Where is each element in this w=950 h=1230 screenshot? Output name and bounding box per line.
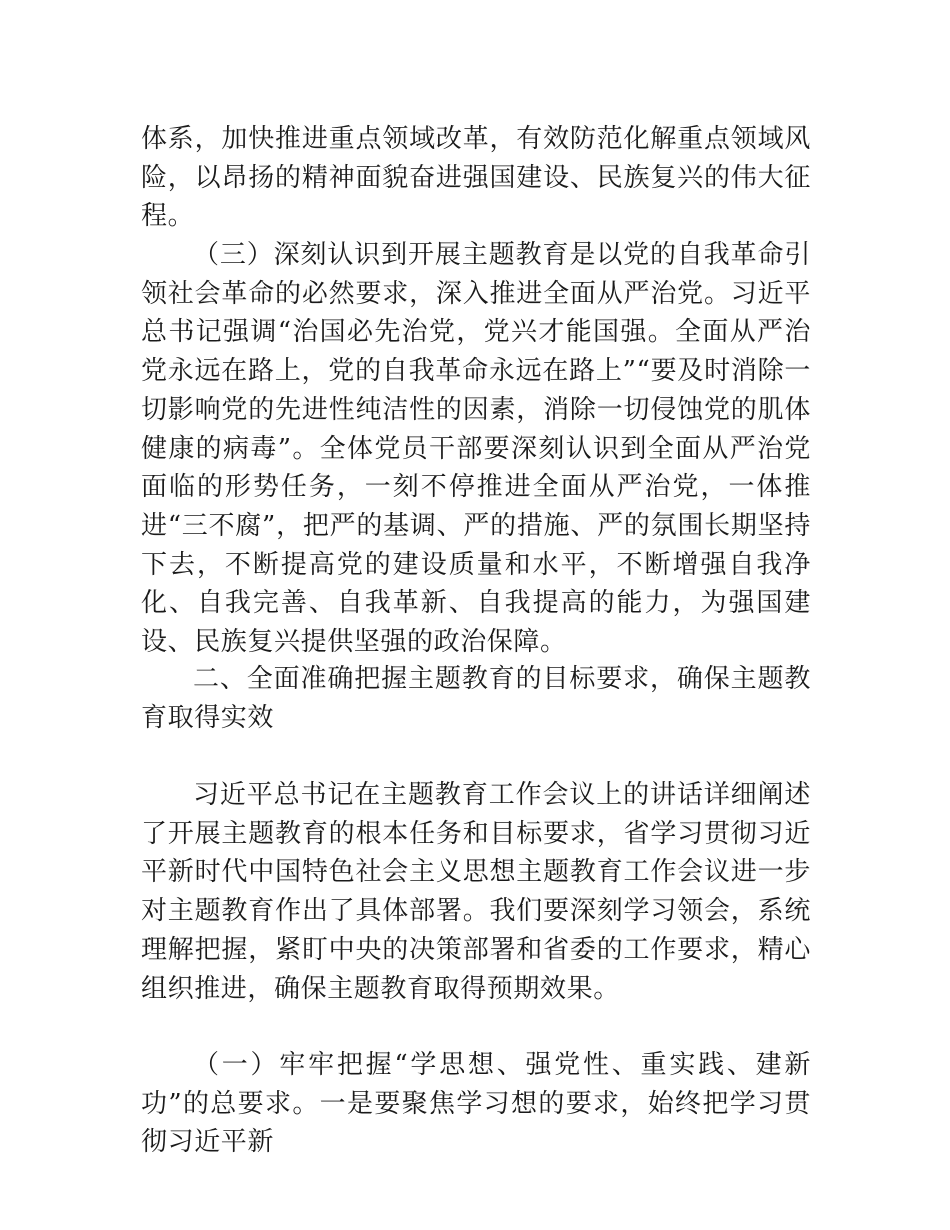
section-heading-two: 二、全面准确把握主题教育的目标要求，确保主题教育取得实效: [141, 664, 811, 733]
paragraph-continuation: 体系，加快推进重点领域改革，有效防范化解重点领域风险，以昂扬的精神面貌奋进强国建设、民族复兴的伟大征程。: [141, 124, 811, 232]
paragraph-subsection-one: （一）牢牢把握“学思想、强党性、重实践、建新功”的总要求。一是要聚焦学习想的要求，始终把学习贯彻习近平新: [141, 1050, 811, 1158]
paragraph-section-three: （三）深刻认识到开展主题教育是以党的自我革命引领社会革命的必然要求，深入推进全面从严治党。习近平总书记强调“治国必先治党，党兴才能国强。全面从严治党永远在路上，党的自我革命永远在路上”“要及时消除一切影响党的先进性纯洁性的因素，消除一切侵蚀党的肌体健康的病毒”。全体党员干部要深刻认识到全面从严治党面临的形势任务，一刻不停推进全面从严治党，一体推进“三不腐”，把严的基调、严的措施、严的氛围长期坚持下去，不断提高党的建设质量和水平，不断增强自我净化、自我完善、自我革新、自我提高的能力，为强国建设、民族复兴提供坚强的政治保障。: [141, 240, 811, 658]
paragraph-intro: 习近平总书记在主题教育工作会议上的讲话详细阐述了开展主题教育的根本任务和目标要求，省学习贯彻习近平新时代中国特色社会主义思想主题教育工作会议进一步对主题教育作出了具体部署。我们要深刻学习领会，系统理解把握，紧盯中央的决策部署和省委的工作要求，精心组织推进，确保主题教育取得预期效果。: [141, 780, 811, 1004]
